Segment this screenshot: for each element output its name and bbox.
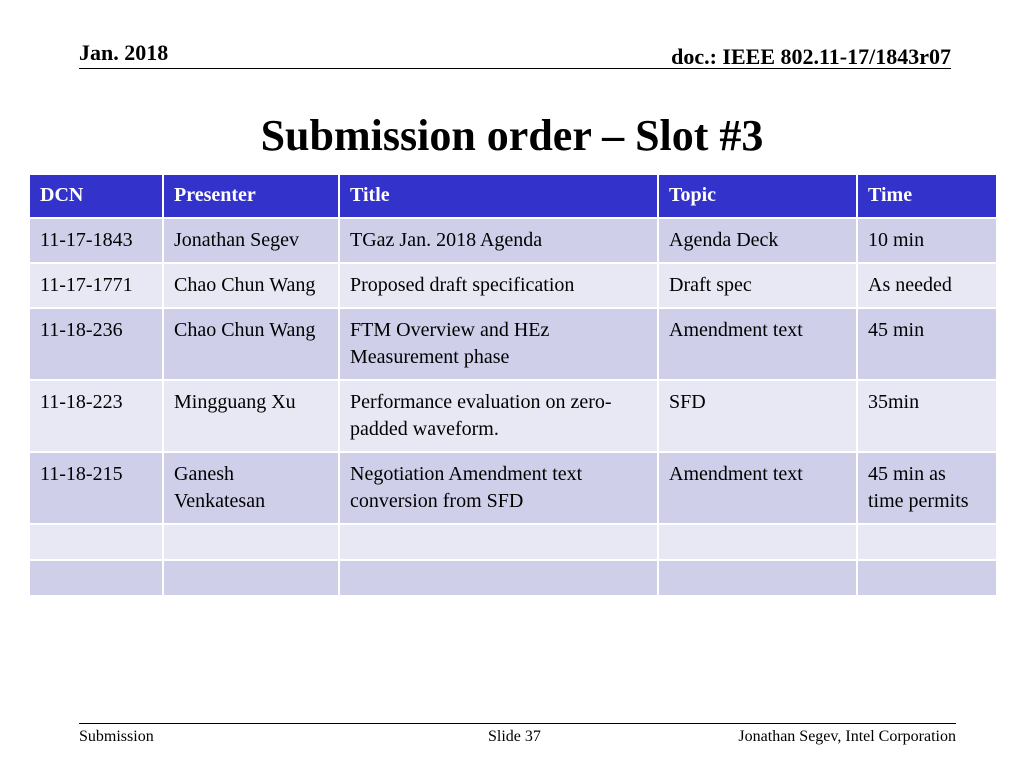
submission-table [28, 173, 998, 597]
cell-dcn: 11-18-223 [29, 380, 163, 452]
cell-topic: Agenda Deck [658, 218, 857, 263]
cell-topic [658, 560, 857, 596]
table-row-empty [29, 560, 997, 596]
table-row [29, 308, 997, 380]
cell-topic: Draft spec [658, 263, 857, 308]
cell-topic: Amendment text [658, 308, 857, 380]
cell-title [339, 524, 658, 560]
header-divider [79, 68, 951, 69]
column-header-presenter: Presenter [163, 174, 339, 218]
cell-dcn: 11-18-215 [29, 452, 163, 524]
column-header-title: Title [339, 174, 658, 218]
footer-divider [79, 723, 956, 724]
footer-author: Jonathan Segev, Intel Corporation [738, 728, 956, 745]
footer-label: Submission [79, 728, 154, 745]
slide-number: Slide 37 [488, 728, 541, 745]
cell-time: 45 min as time permits [857, 452, 997, 524]
cell-title [339, 560, 658, 596]
cell-presenter [163, 524, 339, 560]
header-doc-id: doc.: IEEE 802.11-17/1843r07 [671, 44, 951, 69]
cell-topic: SFD [658, 380, 857, 452]
table-row [29, 380, 997, 452]
cell-dcn: 11-18-236 [29, 308, 163, 380]
cell-title: Performance evaluation on zero-padded waveform. [339, 380, 658, 452]
cell-time: 35min [857, 380, 997, 452]
cell-presenter: Ganesh Venkatesan [163, 452, 339, 524]
cell-title: Negotiation Amendment text conversion from SFD [339, 452, 658, 524]
cell-time: 10 min [857, 218, 997, 263]
cell-presenter: Mingguang Xu [163, 380, 339, 452]
cell-title: Proposed draft specification [339, 263, 658, 308]
cell-dcn: 11-17-1771 [29, 263, 163, 308]
cell-dcn [29, 524, 163, 560]
cell-time [857, 560, 997, 596]
table-row [29, 218, 997, 263]
column-header-time: Time [857, 174, 997, 218]
cell-time [857, 524, 997, 560]
cell-presenter: Chao Chun Wang [163, 308, 339, 380]
cell-title: FTM Overview and HEz Measurement phase [339, 308, 658, 380]
table-row [29, 452, 997, 524]
column-header-dcn: DCN [29, 174, 163, 218]
cell-topic: Amendment text [658, 452, 857, 524]
table-row-empty [29, 524, 997, 560]
cell-time: As needed [857, 263, 997, 308]
cell-presenter: Chao Chun Wang [163, 263, 339, 308]
cell-dcn: 11-17-1843 [29, 218, 163, 263]
header-date: Jan. 2018 [79, 40, 169, 65]
table-header-row [29, 174, 997, 218]
cell-topic [658, 524, 857, 560]
slide-title: Submission order – Slot #3 [260, 111, 764, 160]
cell-time: 45 min [857, 308, 997, 380]
cell-title: TGaz Jan. 2018 Agenda [339, 218, 658, 263]
cell-presenter [163, 560, 339, 596]
table-row [29, 263, 997, 308]
column-header-topic: Topic [658, 174, 857, 218]
cell-dcn [29, 560, 163, 596]
cell-presenter: Jonathan Segev [163, 218, 339, 263]
